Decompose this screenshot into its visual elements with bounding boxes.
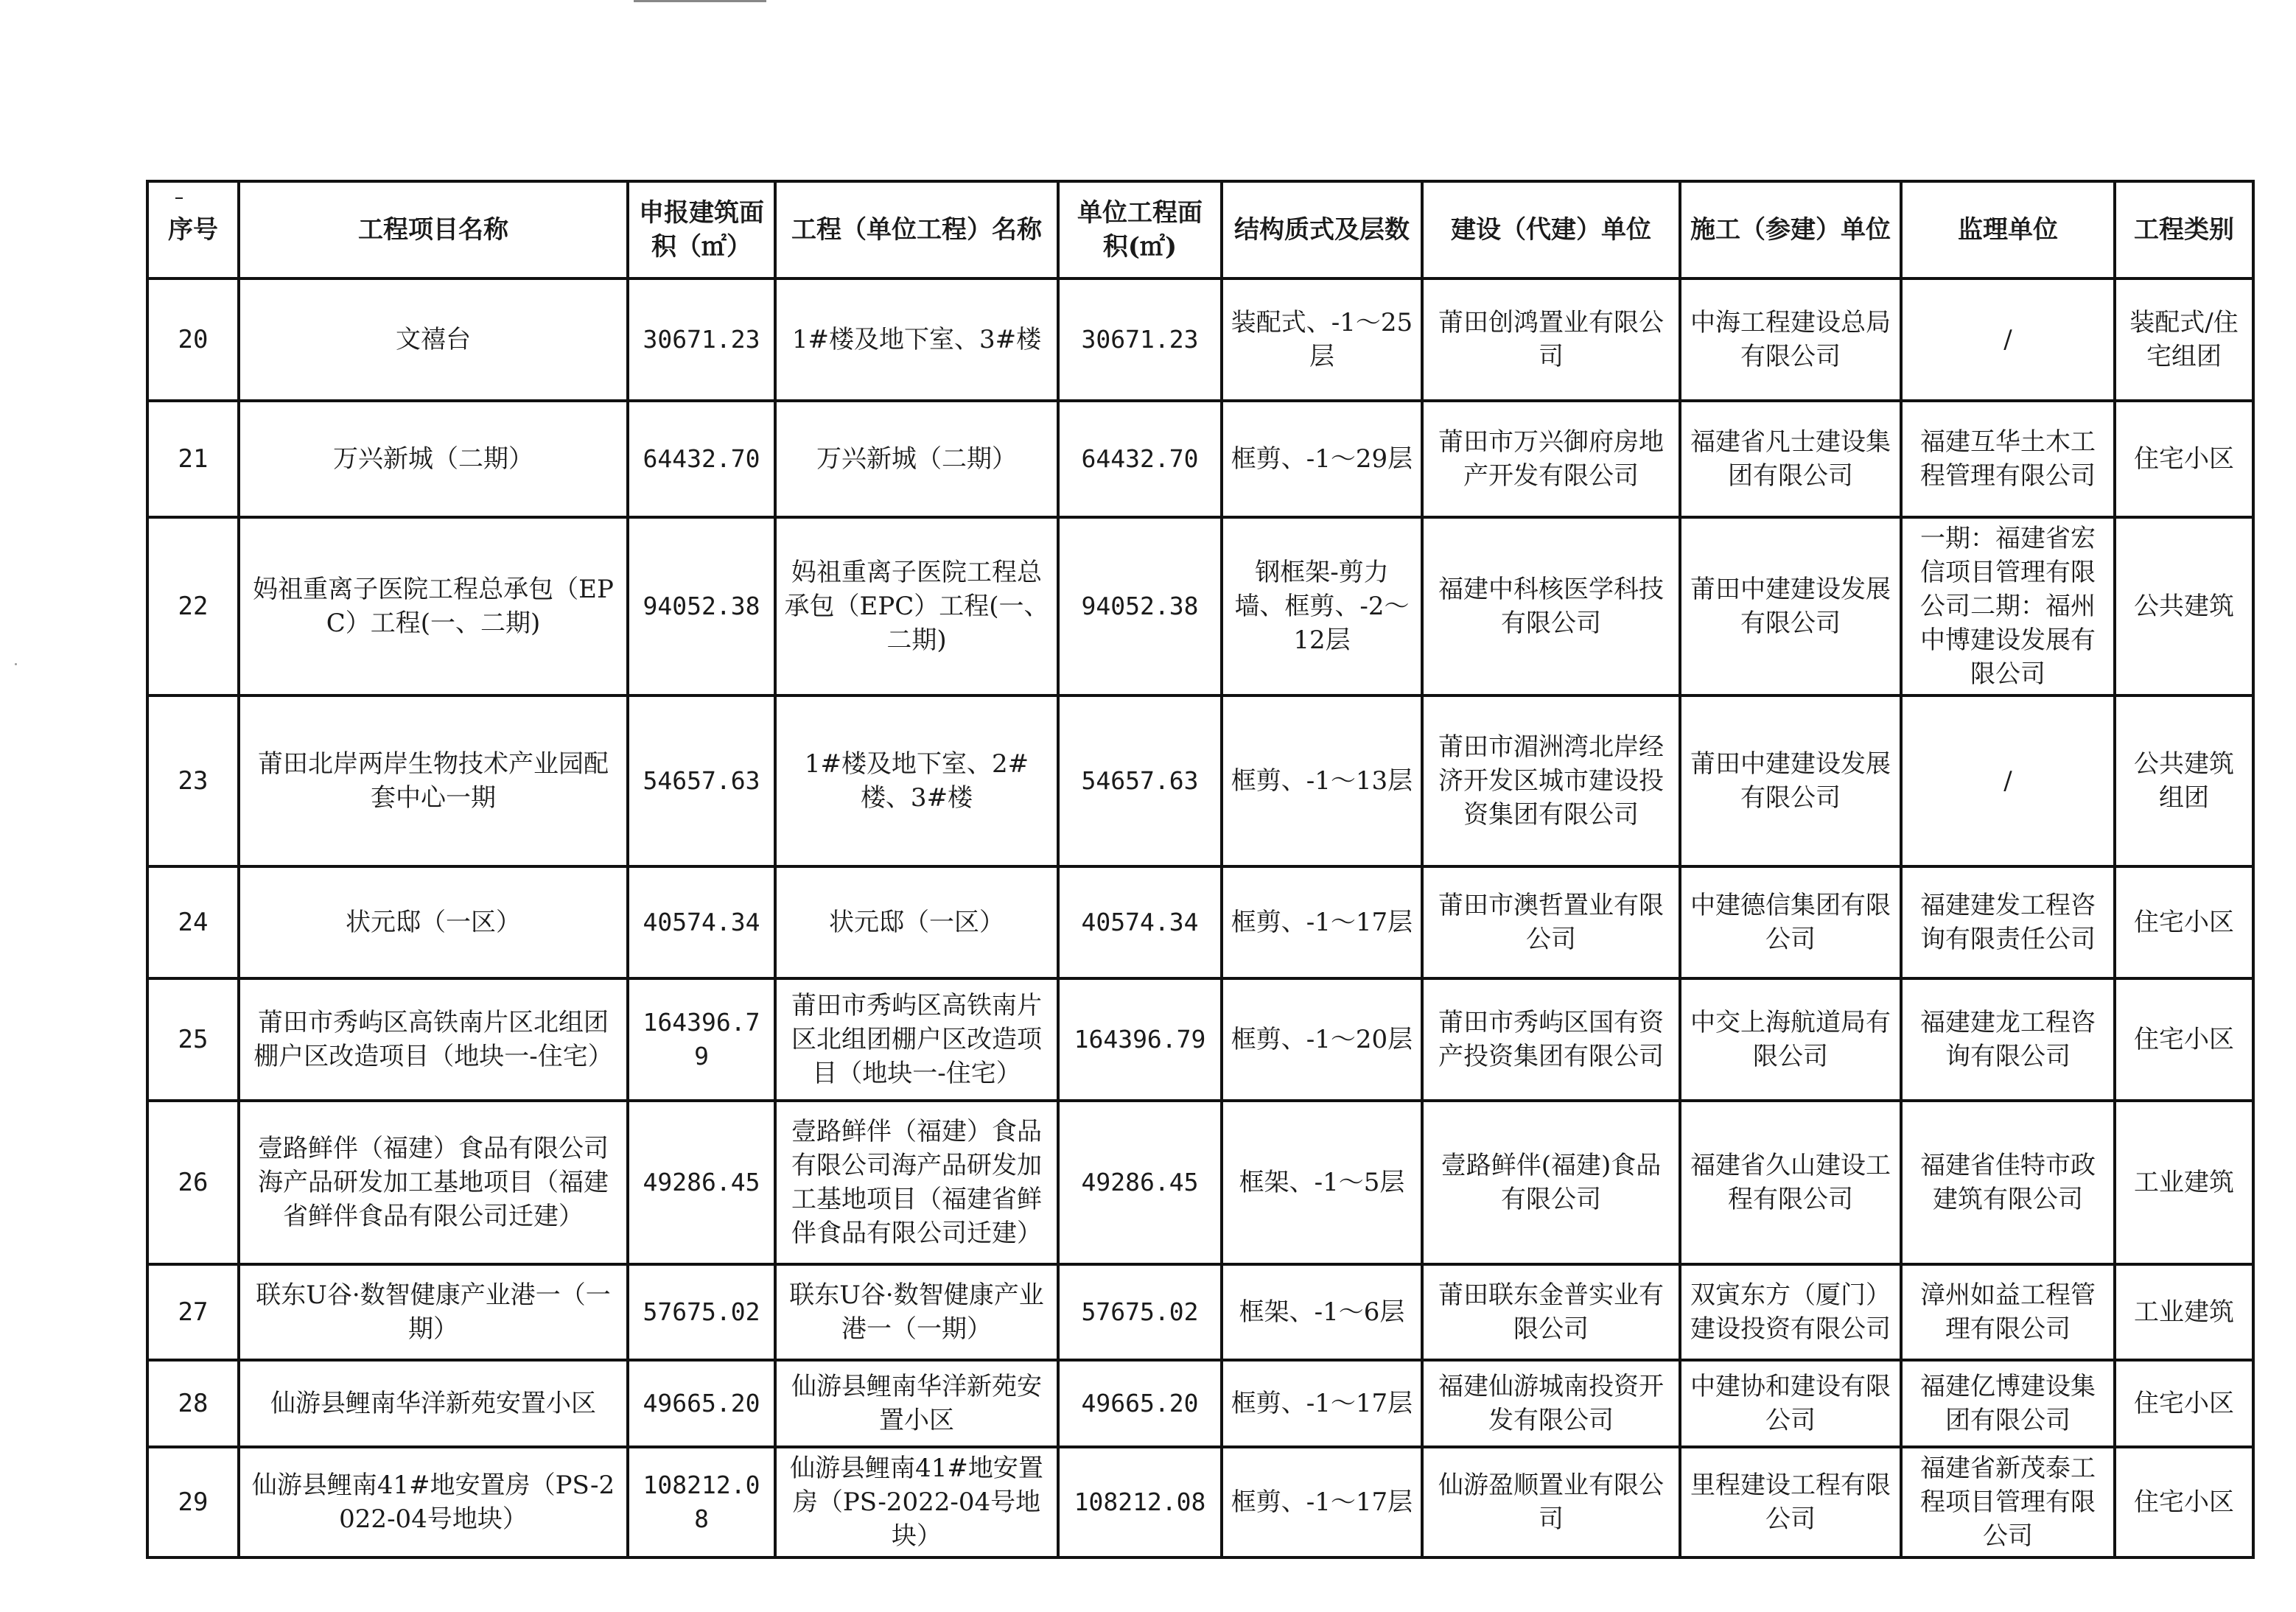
cell-index: 24 [147,866,239,978]
cell-builder: 莆田市万兴御府房地产开发有限公司 [1422,401,1680,517]
cell-index: 26 [147,1101,239,1264]
cell-unit-project-name: 1#楼及地下室、3#楼 [775,278,1058,401]
cell-project-name: 联东U谷·数智健康产业港一（一期） [239,1264,628,1360]
cell-index: 25 [147,978,239,1101]
cell-category: 住宅小区 [2115,1447,2253,1557]
cell-declared-area: 49665.20 [628,1360,775,1447]
cell-contractor: 福建省久山建设工程有限公司 [1680,1101,1901,1264]
header-category: 工程类别 [2115,181,2253,278]
cell-declared-area: 40574.34 [628,866,775,978]
cell-unit-project-name: 莆田市秀屿区高铁南片区北组团棚户区改造项目（地块一-住宅） [775,978,1058,1101]
cell-contractor: 中海工程建设总局有限公司 [1680,278,1901,401]
cell-unit-project-name: 1#楼及地下室、2#楼、3#楼 [775,695,1058,866]
cell-index: 20 [147,278,239,401]
cell-declared-area: 64432.70 [628,401,775,517]
table-row [147,1101,2253,1264]
table-row [147,401,2253,517]
table-row [147,1447,2253,1557]
cell-supervisor: 福建省佳特市政建筑有限公司 [1901,1101,2115,1264]
table-row [147,1360,2253,1447]
cell-category: 住宅小区 [2115,1360,2253,1447]
cell-category: 装配式/住宅组团 [2115,278,2253,401]
cell-supervisor: / [1901,695,2115,866]
header-declared-area: 申报建筑面积（㎡） [628,181,775,278]
cell-project-name: 仙游县鲤南华洋新苑安置小区 [239,1360,628,1447]
project-table [146,180,2255,1559]
cell-contractor: 莆田中建建设发展有限公司 [1680,517,1901,695]
cell-unit-project-name: 状元邸（一区） [775,866,1058,978]
scan-artifact-dot [15,663,17,665]
cell-project-name: 万兴新城（二期） [239,401,628,517]
cell-unit-area: 49286.45 [1058,1101,1222,1264]
header-tick-mark [175,197,183,199]
cell-structure-floors: 框架、-1～5层 [1222,1101,1422,1264]
cell-declared-area: 94052.38 [628,517,775,695]
cell-index: 21 [147,401,239,517]
cell-declared-area: 54657.63 [628,695,775,866]
table-row [147,695,2253,866]
cell-category: 公共建筑 [2115,517,2253,695]
cell-supervisor: 福建省新茂泰工程项目管理有限公司 [1901,1447,2115,1557]
cell-index: 22 [147,517,239,695]
cell-builder: 仙游盈顺置业有限公司 [1422,1447,1680,1557]
cell-unit-area: 94052.38 [1058,517,1222,695]
cell-unit-area: 30671.23 [1058,278,1222,401]
cell-contractor: 中建协和建设有限公司 [1680,1360,1901,1447]
header-builder: 建设（代建）单位 [1422,181,1680,278]
cell-category: 住宅小区 [2115,978,2253,1101]
cell-structure-floors: 框剪、-1～29层 [1222,401,1422,517]
cell-unit-area: 54657.63 [1058,695,1222,866]
cell-category: 工业建筑 [2115,1101,2253,1264]
cell-supervisor: / [1901,278,2115,401]
table-row [147,517,2253,695]
cell-declared-area: 108212.08 [628,1447,775,1557]
header-unit-project-name: 工程（单位工程）名称 [775,181,1058,278]
cell-project-name: 妈祖重离子医院工程总承包（EPC）工程(一、二期) [239,517,628,695]
cell-builder: 莆田市湄洲湾北岸经济开发区城市建设投资集团有限公司 [1422,695,1680,866]
cell-structure-floors: 框剪、-1～20层 [1222,978,1422,1101]
cell-index: 28 [147,1360,239,1447]
cell-declared-area: 49286.45 [628,1101,775,1264]
cell-index: 29 [147,1447,239,1557]
table-row [147,278,2253,401]
header-index: 序号 [147,181,239,278]
table-row [147,1264,2253,1360]
cell-unit-project-name: 仙游县鲤南41#地安置房（PS-2022-04号地块） [775,1447,1058,1557]
cell-index: 23 [147,695,239,866]
cell-unit-area: 57675.02 [1058,1264,1222,1360]
cell-contractor: 里程建设工程有限公司 [1680,1447,1901,1557]
cell-project-name: 莆田市秀屿区高铁南片区北组团棚户区改造项目（地块一-住宅） [239,978,628,1101]
cell-category: 住宅小区 [2115,401,2253,517]
cell-supervisor: 福建建龙工程咨询有限公司 [1901,978,2115,1101]
cell-structure-floors: 框剪、-1～13层 [1222,695,1422,866]
cell-supervisor: 一期：福建省宏信项目管理有限公司二期：福州中博建设发展有限公司 [1901,517,2115,695]
cell-project-name: 文禧台 [239,278,628,401]
cell-contractor: 福建省凡士建设集团有限公司 [1680,401,1901,517]
cell-unit-area: 64432.70 [1058,401,1222,517]
table-row [147,866,2253,978]
header-row [147,181,2253,278]
cell-supervisor: 福建亿博建设集团有限公司 [1901,1360,2115,1447]
cell-unit-area: 40574.34 [1058,866,1222,978]
header-supervisor: 监理单位 [1901,181,2115,278]
cell-contractor: 双寅东方（厦门）建设投资有限公司 [1680,1264,1901,1360]
cell-project-name: 壹路鲜伴（福建）食品有限公司海产品研发加工基地项目（福建省鲜伴食品有限公司迁建） [239,1101,628,1264]
cell-builder: 福建仙游城南投资开发有限公司 [1422,1360,1680,1447]
cell-category: 工业建筑 [2115,1264,2253,1360]
cell-declared-area: 30671.23 [628,278,775,401]
cell-contractor: 中交上海航道局有限公司 [1680,978,1901,1101]
cell-project-name: 仙游县鲤南41#地安置房（PS-2022-04号地块） [239,1447,628,1557]
cell-unit-project-name: 妈祖重离子医院工程总承包（EPC）工程(一、二期) [775,517,1058,695]
scan-artifact-line [634,0,766,2]
cell-unit-project-name: 联东U谷·数智健康产业港一（一期） [775,1264,1058,1360]
cell-structure-floors: 装配式、-1～25层 [1222,278,1422,401]
header-unit-area: 单位工程面积(㎡) [1058,181,1222,278]
cell-unit-project-name: 仙游县鲤南华洋新苑安置小区 [775,1360,1058,1447]
cell-unit-area: 164396.79 [1058,978,1222,1101]
cell-supervisor: 漳州如益工程管理有限公司 [1901,1264,2115,1360]
cell-builder: 莆田联东金普实业有限公司 [1422,1264,1680,1360]
cell-structure-floors: 框剪、-1～17层 [1222,1360,1422,1447]
cell-builder: 莆田创鸿置业有限公司 [1422,278,1680,401]
cell-supervisor: 福建建发工程咨询有限责任公司 [1901,866,2115,978]
cell-contractor: 中建德信集团有限公司 [1680,866,1901,978]
cell-contractor: 莆田中建建设发展有限公司 [1680,695,1901,866]
cell-builder: 福建中科核医学科技有限公司 [1422,517,1680,695]
cell-builder: 莆田市秀屿区国有资产投资集团有限公司 [1422,978,1680,1101]
header-project-name: 工程项目名称 [239,181,628,278]
cell-project-name: 状元邸（一区） [239,866,628,978]
cell-structure-floors: 框剪、-1～17层 [1222,866,1422,978]
cell-builder: 壹路鲜伴(福建)食品有限公司 [1422,1101,1680,1264]
cell-unit-area: 49665.20 [1058,1360,1222,1447]
cell-index: 27 [147,1264,239,1360]
cell-unit-area: 108212.08 [1058,1447,1222,1557]
cell-structure-floors: 框剪、-1～17层 [1222,1447,1422,1557]
header-structure-floors: 结构质式及层数 [1222,181,1422,278]
table-row [147,978,2253,1101]
cell-category: 公共建筑组团 [2115,695,2253,866]
cell-declared-area: 57675.02 [628,1264,775,1360]
header-contractor: 施工（参建）单位 [1680,181,1901,278]
cell-unit-project-name: 万兴新城（二期） [775,401,1058,517]
cell-category: 住宅小区 [2115,866,2253,978]
cell-supervisor: 福建互华土木工程管理有限公司 [1901,401,2115,517]
cell-declared-area: 164396.79 [628,978,775,1101]
cell-structure-floors: 框架、-1～6层 [1222,1264,1422,1360]
cell-builder: 莆田市澳哲置业有限公司 [1422,866,1680,978]
cell-structure-floors: 钢框架-剪力墙、框剪、-2～12层 [1222,517,1422,695]
cell-project-name: 莆田北岸两岸生物技术产业园配套中心一期 [239,695,628,866]
cell-unit-project-name: 壹路鲜伴（福建）食品有限公司海产品研发加工基地项目（福建省鲜伴食品有限公司迁建） [775,1101,1058,1264]
